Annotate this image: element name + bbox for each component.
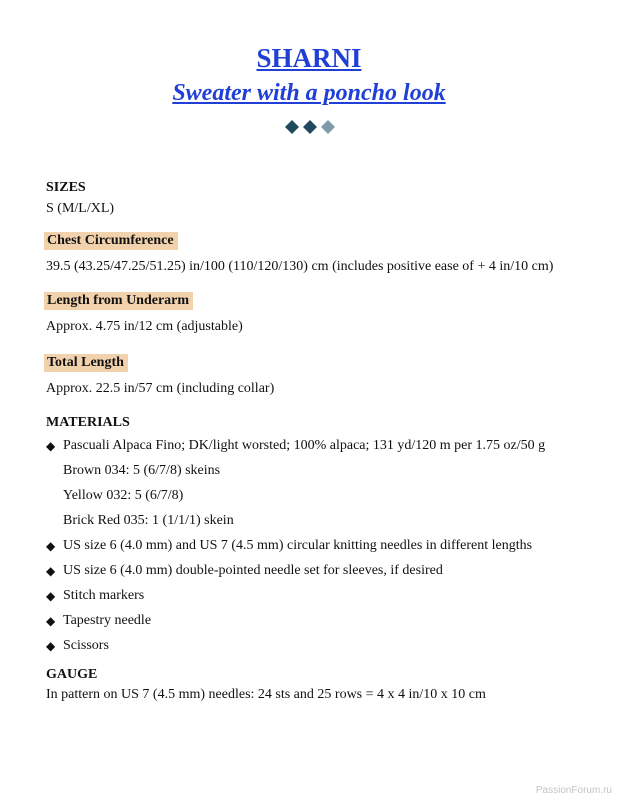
- scissors-item: Scissors: [63, 638, 109, 653]
- list-item: [46, 536, 586, 556]
- tapestry-needle-item: Tapestry needle: [63, 613, 152, 628]
- diamond-ornament-icon: [283, 118, 337, 136]
- sizes-value: S (M/L/XL): [46, 201, 115, 216]
- yarn-description: Pascuali Alpaca Fino; DK/light worsted; 100% alpaca; 131 yd/120 m per 1.75 oz/50 g: [63, 438, 546, 453]
- pattern-content: [46, 178, 586, 705]
- tools-list: [46, 536, 586, 656]
- materials-list: [46, 436, 586, 456]
- bullet-diamond-icon: ◆: [46, 614, 56, 628]
- bullet-diamond-icon: ◆: [46, 539, 56, 553]
- materials-heading: MATERIALS: [46, 415, 130, 430]
- yarn-color-brick-red: Brick Red 035: 1 (1/1/1) skein: [63, 513, 234, 528]
- yarn-color-yellow: Yellow 032: 5 (6/7/8): [63, 488, 184, 503]
- bullet-diamond-icon: ◆: [46, 639, 56, 653]
- page-subtitle[interactable]: Sweater with a poncho look: [172, 80, 446, 106]
- list-item: [46, 586, 586, 606]
- total-length-value: Approx. 22.5 in/57 cm (including collar): [46, 381, 275, 396]
- dpn-needles-item: US size 6 (4.0 mm) double-pointed needle set for sleeves, if desired: [63, 563, 443, 578]
- chest-value: 39.5 (43.25/47.25/51.25) in/100 (110/120/130) cm (includes positive ease of + 4 in/10 cm): [46, 259, 554, 274]
- bullet-diamond-icon: ◆: [46, 439, 56, 453]
- underarm-section: [46, 291, 586, 337]
- total-length-section: [46, 353, 586, 399]
- circular-needles-item: US size 6 (4.0 mm) and US 7 (4.5 mm) circular knitting needles in different lengths: [63, 538, 533, 553]
- bullet-diamond-icon: ◆: [46, 564, 56, 578]
- diamond-2-icon: [303, 120, 317, 134]
- page-title[interactable]: SHARNI: [256, 43, 362, 73]
- list-item: [46, 436, 586, 456]
- gauge-heading: GAUGE: [46, 667, 98, 682]
- chest-section: [46, 231, 586, 277]
- diamond-1-icon: [285, 120, 299, 134]
- bullet-diamond-icon: ◆: [46, 589, 56, 603]
- sizes-heading: SIZES: [46, 180, 86, 195]
- chest-heading: Chest Circumference: [44, 232, 178, 250]
- yarn-color-brown: Brown 034: 5 (6/7/8) skeins: [63, 463, 221, 478]
- underarm-heading: Length from Underarm: [44, 292, 193, 310]
- total-length-heading: Total Length: [44, 354, 128, 372]
- list-item: [46, 611, 586, 631]
- list-item: [46, 561, 586, 581]
- diamond-3-icon: [321, 120, 335, 134]
- watermark: PassionForum.ru: [535, 785, 612, 796]
- underarm-value: Approx. 4.75 in/12 cm (adjustable): [46, 319, 243, 334]
- gauge-value: In pattern on US 7 (4.5 mm) needles: 24 sts and 25 rows = 4 x 4 in/10 x 10 cm: [46, 687, 486, 702]
- stitch-markers-item: Stitch markers: [63, 588, 145, 603]
- list-item: [46, 636, 586, 656]
